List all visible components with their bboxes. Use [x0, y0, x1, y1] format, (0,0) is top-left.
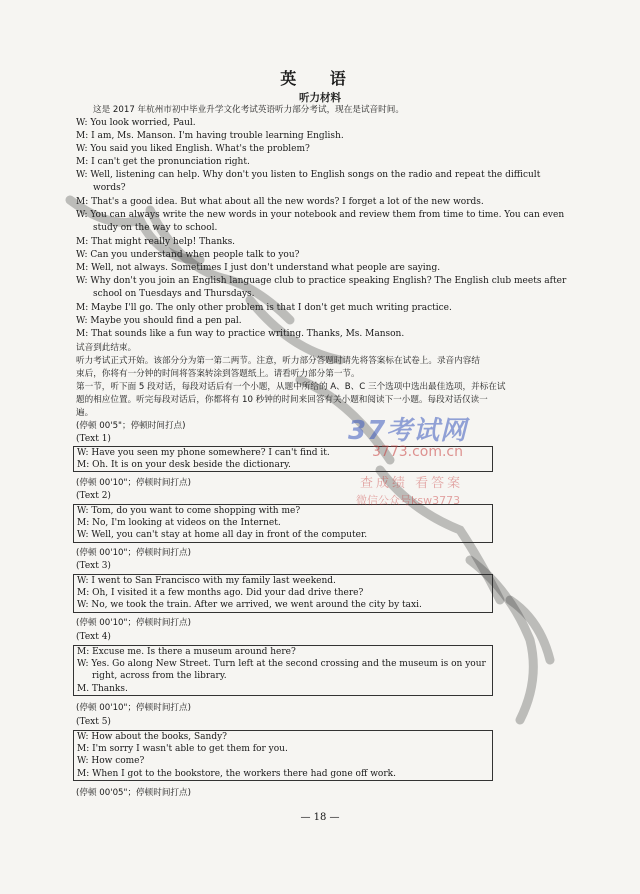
- text-label: (Text 1): [76, 434, 111, 444]
- pause-note: (停顿 00'5"；停顿时间打点): [76, 421, 186, 431]
- page-title: 英 语: [280, 69, 360, 88]
- dialogue-line-cont: school on Tuesdays and Thursdays.: [93, 289, 255, 299]
- dialogue-line: M: I can't get the pronunciation right.: [76, 157, 250, 167]
- dialogue-line: M: I am, Ms. Manson. I'm having trouble learning English.: [76, 131, 344, 141]
- box-line: W: Well, you can't stay at home all day in front of the computer.: [77, 530, 368, 541]
- text-label: (Text 2): [76, 491, 111, 501]
- dialogue-line-cont: words?: [93, 183, 126, 193]
- dialogue-box-text-3: [73, 574, 493, 613]
- dialogue-line: W: You can always write the new words in your notebook and review them from time to time. You can even: [76, 210, 565, 220]
- pause-note: (停顿 00'05"；停顿时间打点): [76, 788, 191, 798]
- dialogue-line: W: You look worried, Paul.: [76, 118, 196, 128]
- page-subtitle: 听力材料: [299, 92, 341, 104]
- instruction-line: 第一节，听下面 5 段对话，每段对话后有一个小题，从题中所给的 A、B、C 三个选项中选出最佳选项，并标在试: [76, 382, 506, 392]
- test-end-text: 试音到此结束。: [76, 343, 137, 353]
- pause-note: (停顿 00'10"；停顿时间打点): [76, 618, 191, 628]
- dialogue-line-cont: study on the way to school.: [93, 223, 218, 233]
- dialogue-line: M: That might really help! Thanks.: [76, 237, 236, 247]
- watermark-line2: 微信公众号ksw3773: [356, 494, 461, 507]
- box-line: W: Tom, do you want to come shopping with me?: [77, 506, 301, 516]
- box-line-cont: right, across from the library.: [92, 671, 227, 682]
- watermark-url: 3773.com.cn: [372, 444, 463, 460]
- watermark-line1: 查成绩 看答案: [360, 476, 464, 491]
- pause-note: (停顿 00'10"；停顿时间打点): [76, 703, 191, 713]
- box-line: M: No, I'm looking at videos on the Internet.: [77, 518, 281, 529]
- text-label: (Text 5): [76, 717, 111, 727]
- box-line: M: When I got to the bookstore, the workers there had gone off work.: [77, 768, 396, 779]
- dialogue-line: W: Maybe you should find a pen pal.: [76, 316, 242, 326]
- pause-note: (停顿 00'10"；停顿时间打点): [76, 478, 191, 488]
- dialogue-box-text-1: [73, 446, 493, 472]
- box-line: M. Thanks.: [77, 683, 128, 694]
- dialogue-line: M: Maybe I'll go. The only other problem is that I don't get much writing practice.: [76, 303, 452, 313]
- dialogue-box-text-2: [73, 504, 493, 543]
- box-line: W: How about the books, Sandy?: [77, 732, 228, 742]
- instruction-line: 听力考试正式开始。该部分分为第一第二两节。注意，听力部分答题时请先将答案标在试卷上。录音内容结: [76, 356, 480, 366]
- pause-note: (停顿 00'10"；停顿时间打点): [76, 548, 191, 558]
- instruction-line: 遍。: [76, 408, 94, 418]
- dialogue-line: W: Well, listening can help. Why don't you listen to English songs on the radio and repeat the difficult: [76, 170, 541, 180]
- page-number: — 18 —: [300, 812, 340, 823]
- watermark-site: 37考试网: [348, 416, 468, 446]
- dialogue-box-text-4: [73, 645, 493, 696]
- text-label: (Text 3): [76, 561, 111, 571]
- box-line: W: Yes. Go along New Street. Turn left at the second crossing and the museum is on your: [77, 659, 486, 670]
- intro-text: 这是 2017 年杭州市初中毕业升学文化考试英语听力部分考试，现在是试音时间。: [93, 105, 404, 115]
- dialogue-line: W: Can you understand when people talk to you?: [76, 250, 300, 260]
- dialogue-line: M: That's a good idea. But what about all the new words? I forget a lot of the new words.: [76, 197, 484, 207]
- box-line: M: Oh. It is on your desk beside the dictionary.: [77, 460, 291, 471]
- box-line: W: No, we took the train. After we arrived, we went around the city by taxi.: [77, 600, 422, 611]
- instruction-line: 束后，你将有一分钟的时间将答案转涂到答题纸上。请看听力部分第一节。: [76, 369, 360, 379]
- dialogue-box-text-5: [73, 730, 493, 781]
- instruction-line: 题的相应位置。听完每段对话后，你都将有 10 秒钟的时间来回答有关小题和阅读下一小题。每段对话仅读一: [76, 395, 488, 405]
- dialogue-line: W: You said you liked English. What's the problem?: [76, 144, 310, 154]
- text-label: (Text 4): [76, 632, 111, 642]
- box-line: W: Have you seen my phone somewhere? I can't find it.: [77, 448, 330, 458]
- box-line: W: I went to San Francisco with my family last weekend.: [77, 576, 336, 586]
- box-line: M: I'm sorry I wasn't able to get them for you.: [77, 744, 288, 755]
- box-line: W: How come?: [77, 756, 145, 767]
- box-line: M: Excuse me. Is there a museum around here?: [77, 647, 296, 657]
- dialogue-line: W: Why don't you join an English language club to practice speaking English? The English club meets after: [76, 276, 567, 286]
- dialogue-line: M: That sounds like a fun way to practice writing. Thanks, Ms. Manson.: [76, 329, 405, 339]
- box-line: M: Oh, I visited it a few months ago. Did your dad drive there?: [77, 588, 364, 599]
- dialogue-line: M: Well, not always. Sometimes I just don't understand what people are saying.: [76, 263, 441, 273]
